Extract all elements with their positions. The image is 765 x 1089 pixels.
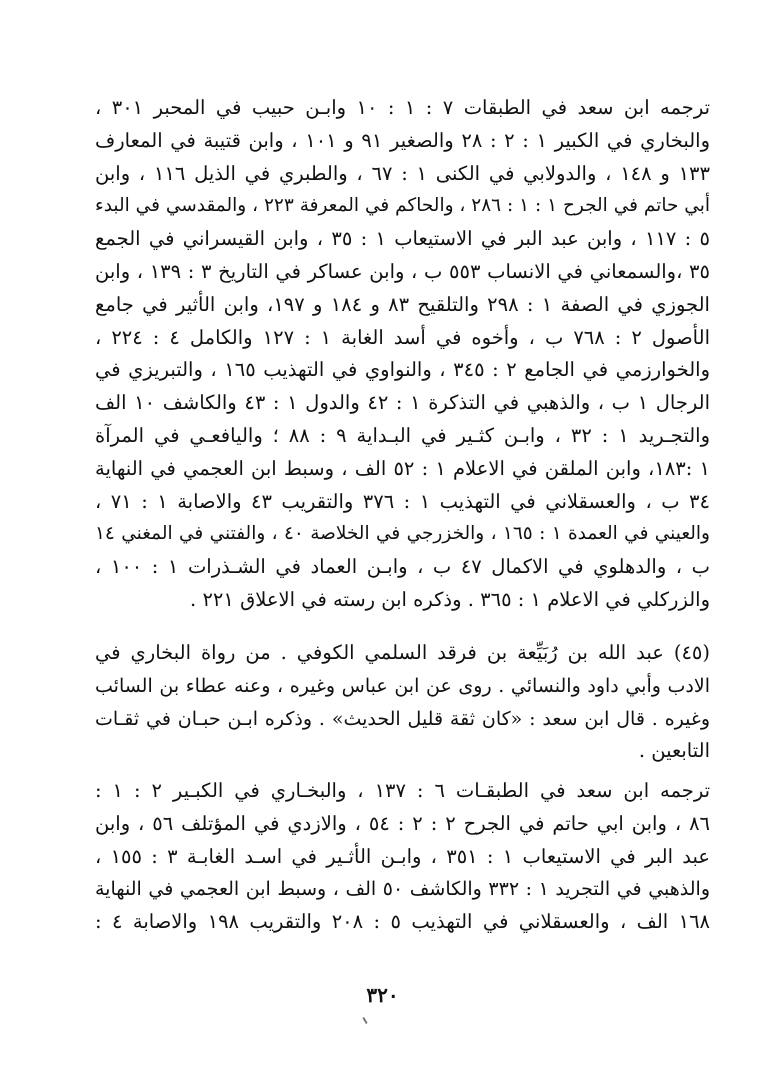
text-line: ١٣٣ و ١٤٨ ، والدولابي في الكنى ١ : ٦٧ ، والطبري في الذيل ١١٦ ، وابن: [95, 161, 710, 185]
text-line: وغيره . قال ابن سعد : «كان ثقة قليل الحديث» . وذكره ابـن حبـان في ثقـات: [95, 707, 710, 730]
text-line: ٣٥ ،والسمعاني في الانساب ٥٥٣ ب ، وابن عساكر في التاريخ ٣ : ١٣٩ ، وابن: [95, 259, 710, 283]
text-line: التابعين .: [638, 739, 710, 763]
biography-entry-45: [95, 637, 710, 768]
text-line: ١٦٨ الف ، والعسقلاني في التهذيب ٥ : ٢٠٨ والتقريب ١٩٨ والاصابة ٤ :: [95, 910, 710, 934]
text-line: والزركلي في الاعلام ١ : ٣٦٥ . وذكره ابن رسته في الاعلاق ٢٢١ .: [190, 587, 710, 611]
text-line: الأصول ٢ : ٧٦٨ ب ، وأخوه في أسد الغابة ١ : ١٢٧ والكامل ٤ : ٢٢٤ ،: [95, 325, 710, 349]
text-line: الادب وأبي داود والنسائي . روى عن ابن عباس وغيره ، وعنه عطاء بن السائب: [95, 674, 710, 697]
text-line: ترجمه ابن سعد في الطبقات ٧ : ١ : ١٠ وابـن حبيب في المحبر ٣٠١ ،: [95, 96, 710, 119]
references-paragraph: [95, 92, 710, 617]
text-line: ٨٦ ، وابن ابي حاتم في الجرح ٢ : ٢ : ٥٤ ، والازدي في المؤتلف ٥٦ ، وابن: [95, 811, 710, 835]
text-line: ١ :١٨٣، وابن الملقن في الاعلام ١ : ٥٢ الف ، وسبط ابن العجمي في النهاية: [95, 456, 710, 480]
page-number: ٣٢٠: [366, 983, 399, 1007]
text-line: والذهبي في التجريد ١ : ٣٣٢ والكاشف ٥٠ الف ، وسبط ابن العجمي في النهاية: [95, 878, 710, 901]
text-line: عبد البر في الاستيعاب ١ : ٣٥١ ، وابـن الأثـير في اسـد الغابـة ٣ : ١٥٥ ،: [95, 844, 710, 868]
scan-mark: [362, 1017, 367, 1024]
text-line: والتجـريد ١ : ٣٢ ، وابـن كثـير في البـداية ٩ : ٨٨ ؛ واليافعـي في المرآة: [95, 423, 710, 447]
text-line: ٣٤ ب ، والعسقلاني في التهذيب ١ : ٣٧٦ والتقريب ٤٣ والاصابة ١ : ٧١ ،: [95, 489, 710, 513]
text-line: أبي حاتم في الجرح ١ : ١ : ٢٨٦ ، والحاكم في المعرفة ٢٢٣ ، والمقدسي في البدء: [95, 195, 710, 217]
text-line: (٤٥) عبد الله بن رُبَيِّعة بن فرقد السلمي الكوفي . من رواة البخاري في: [95, 641, 710, 664]
text-line: الجوزي في الصفة ١ : ٢٩٨ والتلقيح ٨٣ و ١٨٤ و ١٩٧، وابن الأثير في جامع: [95, 292, 710, 316]
text-line: ترجمه ابن سعد في الطبقـات ٦ : ١٣٧ ، والبخـاري في الكبـير ٢ : ١ :: [95, 779, 710, 802]
text-line: ٥ : ١١٧ ، وابن عبد البر في الاستيعاب ١ : ٣٥ ، وابن القيسراني في الجمع: [95, 227, 710, 251]
text-line: والعيني في العمدة ١ : ١٦٥ ، والخزرجي في الخلاصة ٤٠ ، والفتني في المغني ١٤: [95, 523, 710, 545]
text-line: ب ، والدهلوي في الاكمال ٤٧ ب ، وابـن العماد في الشـذرات ١ : ١٠٠ ،: [95, 555, 710, 579]
text-line: الرجال ١ ب ، والذهبي في التذكرة ١ : ٤٢ والدول ١ : ٤٣ والكاشف ١٠ الف: [95, 391, 710, 415]
text-line: والبخاري في الكبير ١ : ٢ : ٢٨ والصغير ٩١ و ١٠١ ، وابن قتيبة في المعارف: [95, 128, 710, 152]
references-paragraph: [95, 775, 710, 939]
text-line: والخوارزمي في الجامع ٢ : ٣٤٥ ، والنواوي في التهذيب ١٦٥ ، والتبريزي في: [95, 358, 710, 382]
